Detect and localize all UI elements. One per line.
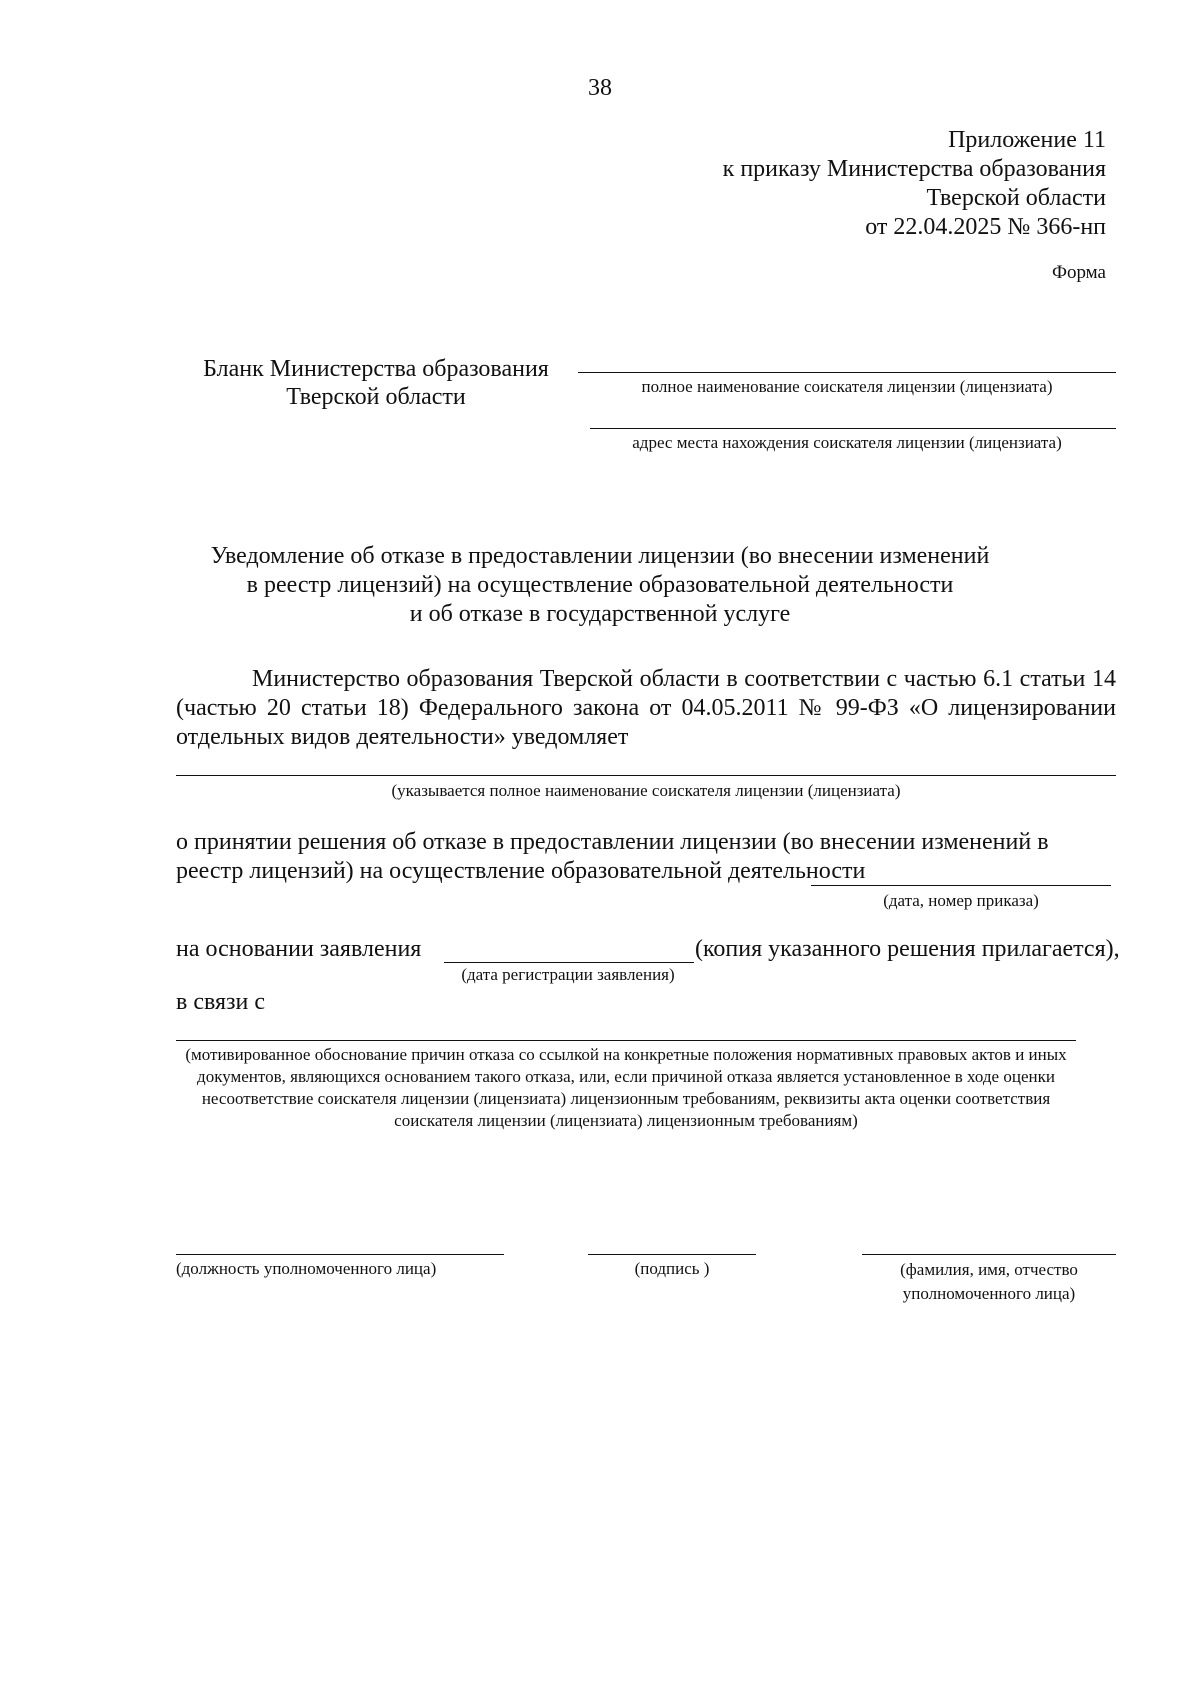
appendix-line-2: к приказу Министерства образования	[722, 156, 1106, 182]
appendix-line-4: от 22.04.2025 № 366-нп	[865, 214, 1106, 240]
reason-fill-line[interactable]	[176, 1040, 1076, 1041]
notification-paragraph	[176, 665, 1116, 752]
regdate-fill-line[interactable]	[444, 962, 694, 963]
title-line-3: и об отказе в государственной услуге	[409, 601, 791, 627]
ministry-blank	[176, 355, 576, 411]
position-caption: (должность уполномоченного лица)	[176, 1259, 437, 1278]
blank-line-2: Тверской области	[286, 384, 466, 410]
paragraph1-text: Министерство образования Тверской области в соответствии с частью 6.1 статьи 14 (частью 20 статьи 18) Федерального закона от 04.05.2011 № 99-ФЗ «О лицензировании отдельных видов деятельности» уведомляет	[176, 666, 1116, 750]
order-caption: (дата, номер приказа)	[883, 891, 1039, 910]
title-line-1: Уведомление об отказе в предоставлении лицензии (во внесении изменений	[210, 543, 990, 569]
basis-tail: (копия указанного решения прилагается),	[695, 936, 1120, 962]
address-caption: адрес места нахождения соискателя лицензии (лицензиата)	[632, 433, 1062, 452]
blank-line-1: Бланк Министерства образования	[203, 356, 549, 382]
document-title	[150, 542, 1050, 629]
signature-fill-line[interactable]	[588, 1254, 756, 1255]
position-fill-line[interactable]	[176, 1254, 504, 1255]
appendix-line-1: Приложение 11	[948, 127, 1106, 153]
order-fill-line[interactable]	[811, 885, 1111, 886]
paragraph2-text: о принятии решения об отказе в предоставлении лицензии (во внесении изменений в реестр лицензий) на осуществление образовательной деятельности	[176, 829, 1049, 884]
fullname-caption: полное наименование соискателя лицензии (лицензиата)	[641, 377, 1053, 396]
applicant-caption: (указывается полное наименование соискателя лицензии (лицензиата)	[391, 781, 901, 800]
decision-paragraph	[176, 828, 1116, 886]
address-fill-line[interactable]	[590, 428, 1116, 429]
name-fill-line[interactable]	[862, 1254, 1116, 1255]
appendix-header	[586, 126, 1106, 242]
fullname-fill-line[interactable]	[578, 372, 1116, 373]
basis-label: на основании заявления	[176, 936, 422, 962]
name-caption: (фамилия, имя, отчество уполномоченного лица)	[900, 1260, 1078, 1303]
title-line-2: в реестр лицензий) на осуществление образовательной деятельности	[246, 572, 954, 598]
reason-caption: (мотивированное обоснование причин отказа со ссылкой на конкретные положения нормативных правовых актов и иных документов, являющихся основанием такого отказа, или, если причиной отказа является установленное в ходе оценки несоответствие соискателя лицензии (лицензиата) лицензионным требованиям, реквизиты акта оценки соответствия соискателя лицензии (лицензиата) лицензионным требованиям)	[185, 1045, 1067, 1130]
regdate-caption: (дата регистрации заявления)	[461, 965, 675, 984]
form-label: Форма	[1051, 262, 1106, 283]
page-number: 38	[588, 75, 612, 101]
in-connection-label: в связи с	[176, 989, 266, 1015]
applicant-fill-line[interactable]	[176, 775, 1116, 776]
appendix-line-3: Тверской области	[926, 185, 1106, 211]
signature-caption: (подпись )	[634, 1259, 710, 1278]
